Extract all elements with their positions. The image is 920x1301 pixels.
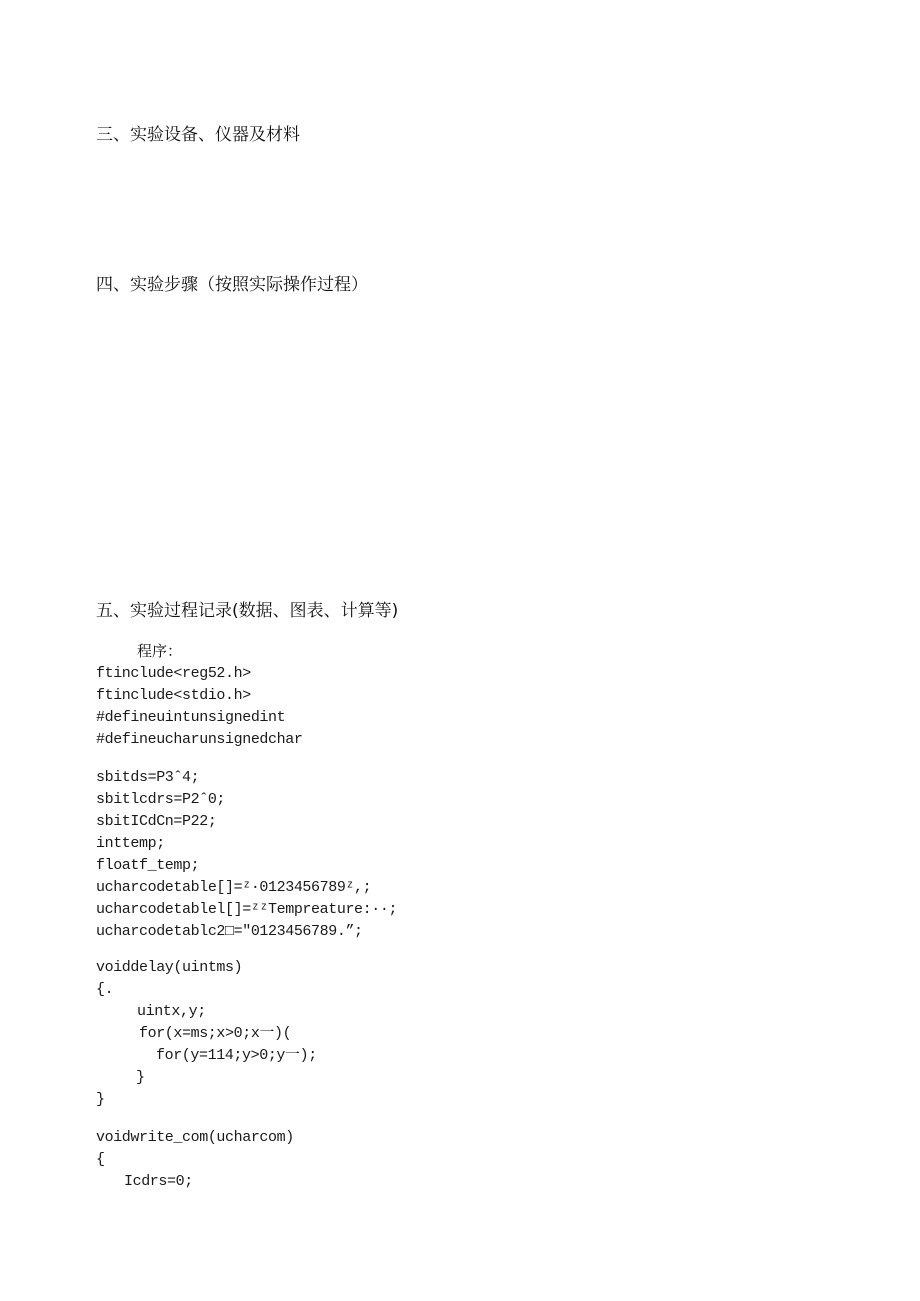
- code-line: for(y=114;y>0;y一);: [156, 1047, 317, 1064]
- code-line: {: [96, 1151, 105, 1168]
- code-line: ucharcodetablel[]=ᶻᶻTempreature:··;: [96, 901, 398, 918]
- code-line: sbitICdCn=P22;: [96, 813, 217, 830]
- code-line: ucharcodetable[]=ᶻ·0123456789ᶻ,;: [96, 879, 372, 896]
- code-line: floatf_temp;: [96, 857, 200, 874]
- code-line: ftinclude<stdio.h>: [96, 687, 251, 704]
- section-heading-procedure: 四、实验步骤（按照实际操作过程）: [96, 275, 368, 295]
- code-line: #defineuintunsignedint: [96, 709, 286, 726]
- code-line: inttemp;: [96, 835, 165, 852]
- code-line: for(x=ms;x>0;x一)(: [139, 1025, 292, 1042]
- code-line: uintx,y;: [137, 1003, 206, 1020]
- program-label: 程序：: [137, 642, 183, 660]
- code-line: {.: [96, 981, 114, 998]
- code-line: Icdrs=0;: [124, 1173, 193, 1190]
- section-heading-record: 五、实验过程记录(数据、图表、计算等): [96, 601, 399, 621]
- code-line: sbitds=P3ˆ4;: [96, 769, 200, 786]
- code-line: }: [96, 1091, 105, 1108]
- code-line: }: [136, 1069, 145, 1086]
- section-heading-equipment: 三、实验设备、仪器及材料: [96, 125, 300, 145]
- code-line: voiddelay(uintms): [96, 959, 243, 976]
- code-line: ucharcodetablc2□="0123456789.”;: [96, 923, 363, 940]
- code-line: #defineucharunsignedchar: [96, 731, 303, 748]
- code-line: sbitlcdrs=P2ˆ0;: [96, 791, 226, 808]
- code-line: ftinclude<reg52.h>: [96, 665, 251, 682]
- code-line: voidwrite_com(ucharcom): [96, 1129, 294, 1146]
